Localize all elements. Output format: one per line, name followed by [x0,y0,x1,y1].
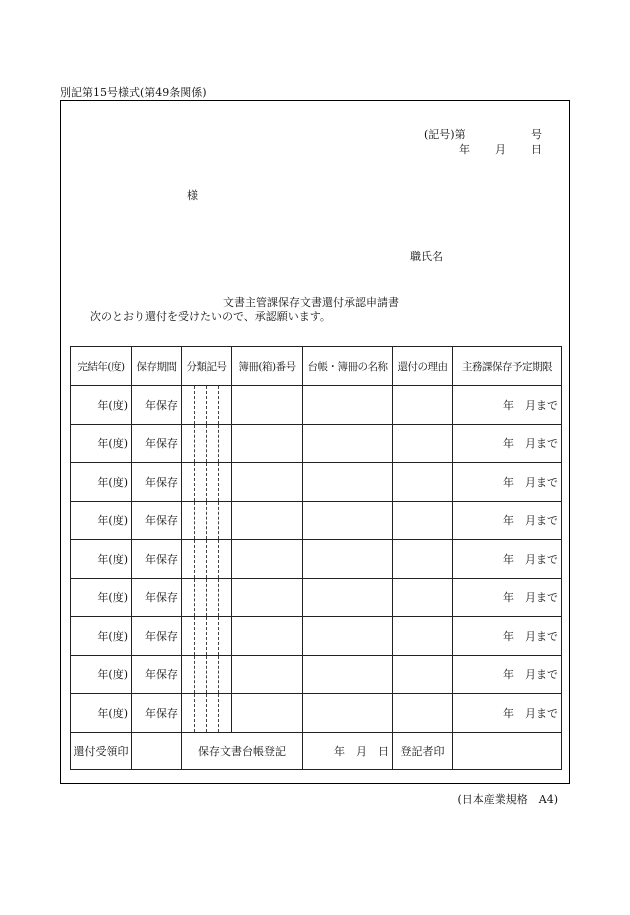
retention-period-cell[interactable]: 年保存 [132,386,182,425]
header-cell: 還付の理由 [393,347,453,386]
classification-divider [218,463,219,501]
classification-divider [206,463,207,501]
volume-number-cell[interactable] [232,655,303,694]
return-reason-cell[interactable] [393,386,453,425]
completion-year-cell[interactable]: 年(度) [71,694,132,733]
table-row [71,617,562,656]
retention-deadline-cell[interactable]: 年 月まで [453,694,562,733]
retention-period-cell[interactable]: 年保存 [132,617,182,656]
retention-deadline-cell[interactable]: 年 月まで [453,386,562,425]
classification-code-cell[interactable] [182,424,232,463]
retention-deadline-cell[interactable]: 年 月まで [453,424,562,463]
table-header-row [71,347,562,386]
completion-year-cell[interactable]: 年(度) [71,578,132,617]
ledger-name-cell[interactable] [303,424,393,463]
classification-divider [218,617,219,655]
retention-period-cell[interactable]: 年保存 [132,655,182,694]
retention-period-cell[interactable]: 年保存 [132,578,182,617]
classification-divider [194,617,195,655]
retention-period-cell[interactable]: 年保存 [132,694,182,733]
table-row [71,386,562,425]
classification-code-cell[interactable] [182,386,232,425]
retention-deadline-cell[interactable]: 年 月まで [453,578,562,617]
kigo-label: (記号)第 [424,128,466,141]
retention-period-cell[interactable]: 年保存 [132,424,182,463]
classification-divider [194,694,195,732]
classification-divider [218,425,219,463]
ledger-name-cell[interactable] [303,617,393,656]
classification-divider [206,540,207,578]
classification-divider [206,694,207,732]
registrar-seal-label: 登記者印 [393,732,453,769]
ledger-name-cell[interactable] [303,501,393,540]
volume-number-cell[interactable] [232,424,303,463]
return-reason-cell[interactable] [393,655,453,694]
retention-deadline-cell[interactable]: 年 月まで [453,463,562,502]
classification-divider [218,694,219,732]
form-title: 文書主管課保存文書還付承認申請書 [223,296,399,309]
ledger-name-cell[interactable] [303,386,393,425]
header-cell: 完結年(度) [71,347,132,386]
volume-number-cell[interactable] [232,540,303,579]
classification-divider [206,617,207,655]
volume-number-cell[interactable] [232,694,303,733]
table-row [71,424,562,463]
completion-year-cell[interactable]: 年(度) [71,386,132,425]
paper-size-note: (日本産業規格 A4) [457,793,558,806]
header-cell: 分類記号 [182,347,232,386]
classification-divider [218,386,219,424]
completion-year-cell[interactable]: 年(度) [71,540,132,579]
completion-year-cell[interactable]: 年(度) [71,501,132,540]
return-reason-cell[interactable] [393,578,453,617]
volume-number-cell[interactable] [232,501,303,540]
ledger-name-cell[interactable] [303,694,393,733]
classification-divider [206,579,207,617]
classification-code-cell[interactable] [182,617,232,656]
classification-code-cell[interactable] [182,655,232,694]
intro-text: 次のとおり還付を受けたいので、承認願います。 [90,310,331,323]
go-label: 号 [531,128,542,141]
table-row [71,694,562,733]
classification-divider [194,502,195,540]
return-reason-cell[interactable] [393,463,453,502]
header-cell: 簿冊(箱)番号 [232,347,303,386]
completion-year-cell[interactable]: 年(度) [71,655,132,694]
classification-divider [194,425,195,463]
classification-divider [194,579,195,617]
table-row [71,463,562,502]
classification-divider [218,579,219,617]
return-reason-cell[interactable] [393,694,453,733]
retention-deadline-cell[interactable]: 年 月まで [453,540,562,579]
registration-date[interactable]: 年 月 日 [303,732,393,769]
addressee-suffix: 様 [187,189,198,202]
receipt-seal-label: 還付受領印 [71,732,132,769]
receipt-seal-box[interactable] [132,732,182,769]
completion-year-cell[interactable]: 年(度) [71,617,132,656]
return-reason-cell[interactable] [393,424,453,463]
classification-code-cell[interactable] [182,463,232,502]
year-label: 年 [459,143,470,156]
month-label: 月 [495,143,506,156]
header-cell: 台帳・簿冊の名称 [303,347,393,386]
table-row [71,540,562,579]
table-footer-row [71,732,562,769]
completion-year-cell[interactable]: 年(度) [71,463,132,502]
form-caption: 別記第15号様式(第49条関係) [60,86,207,99]
classification-divider [206,656,207,694]
header-cell: 保存期間 [132,347,182,386]
return-reason-cell[interactable] [393,501,453,540]
document-table [70,346,562,770]
completion-year-cell[interactable]: 年(度) [71,424,132,463]
classification-divider [194,656,195,694]
retention-period-cell[interactable]: 年保存 [132,501,182,540]
classification-code-cell[interactable] [182,578,232,617]
table-row [71,578,562,617]
ledger-name-cell[interactable] [303,540,393,579]
classification-divider [194,540,195,578]
official-label: 職氏名 [410,250,443,263]
retention-deadline-cell[interactable]: 年 月まで [453,655,562,694]
classification-divider [194,386,195,424]
ledger-name-cell[interactable] [303,463,393,502]
classification-code-cell[interactable] [182,501,232,540]
table-row [71,501,562,540]
retention-deadline-cell[interactable]: 年 月まで [453,617,562,656]
retention-period-cell[interactable]: 年保存 [132,463,182,502]
classification-divider [194,463,195,501]
ledger-registration-label: 保存文書台帳登記 [182,732,303,769]
ledger-name-cell[interactable] [303,655,393,694]
classification-code-cell[interactable] [182,540,232,579]
classification-code-cell[interactable] [182,694,232,733]
classification-divider [206,502,207,540]
volume-number-cell[interactable] [232,386,303,425]
return-reason-cell[interactable] [393,617,453,656]
classification-divider [218,502,219,540]
table-row [71,655,562,694]
return-reason-cell[interactable] [393,540,453,579]
volume-number-cell[interactable] [232,617,303,656]
retention-period-cell[interactable]: 年保存 [132,540,182,579]
header-cell: 主務課保存予定期限 [453,347,562,386]
volume-number-cell[interactable] [232,463,303,502]
registrar-seal-box[interactable] [453,732,562,769]
volume-number-cell[interactable] [232,578,303,617]
classification-divider [218,540,219,578]
ledger-name-cell[interactable] [303,578,393,617]
classification-divider [206,425,207,463]
classification-divider [218,656,219,694]
day-label: 日 [531,143,542,156]
retention-deadline-cell[interactable]: 年 月まで [453,501,562,540]
classification-divider [206,386,207,424]
